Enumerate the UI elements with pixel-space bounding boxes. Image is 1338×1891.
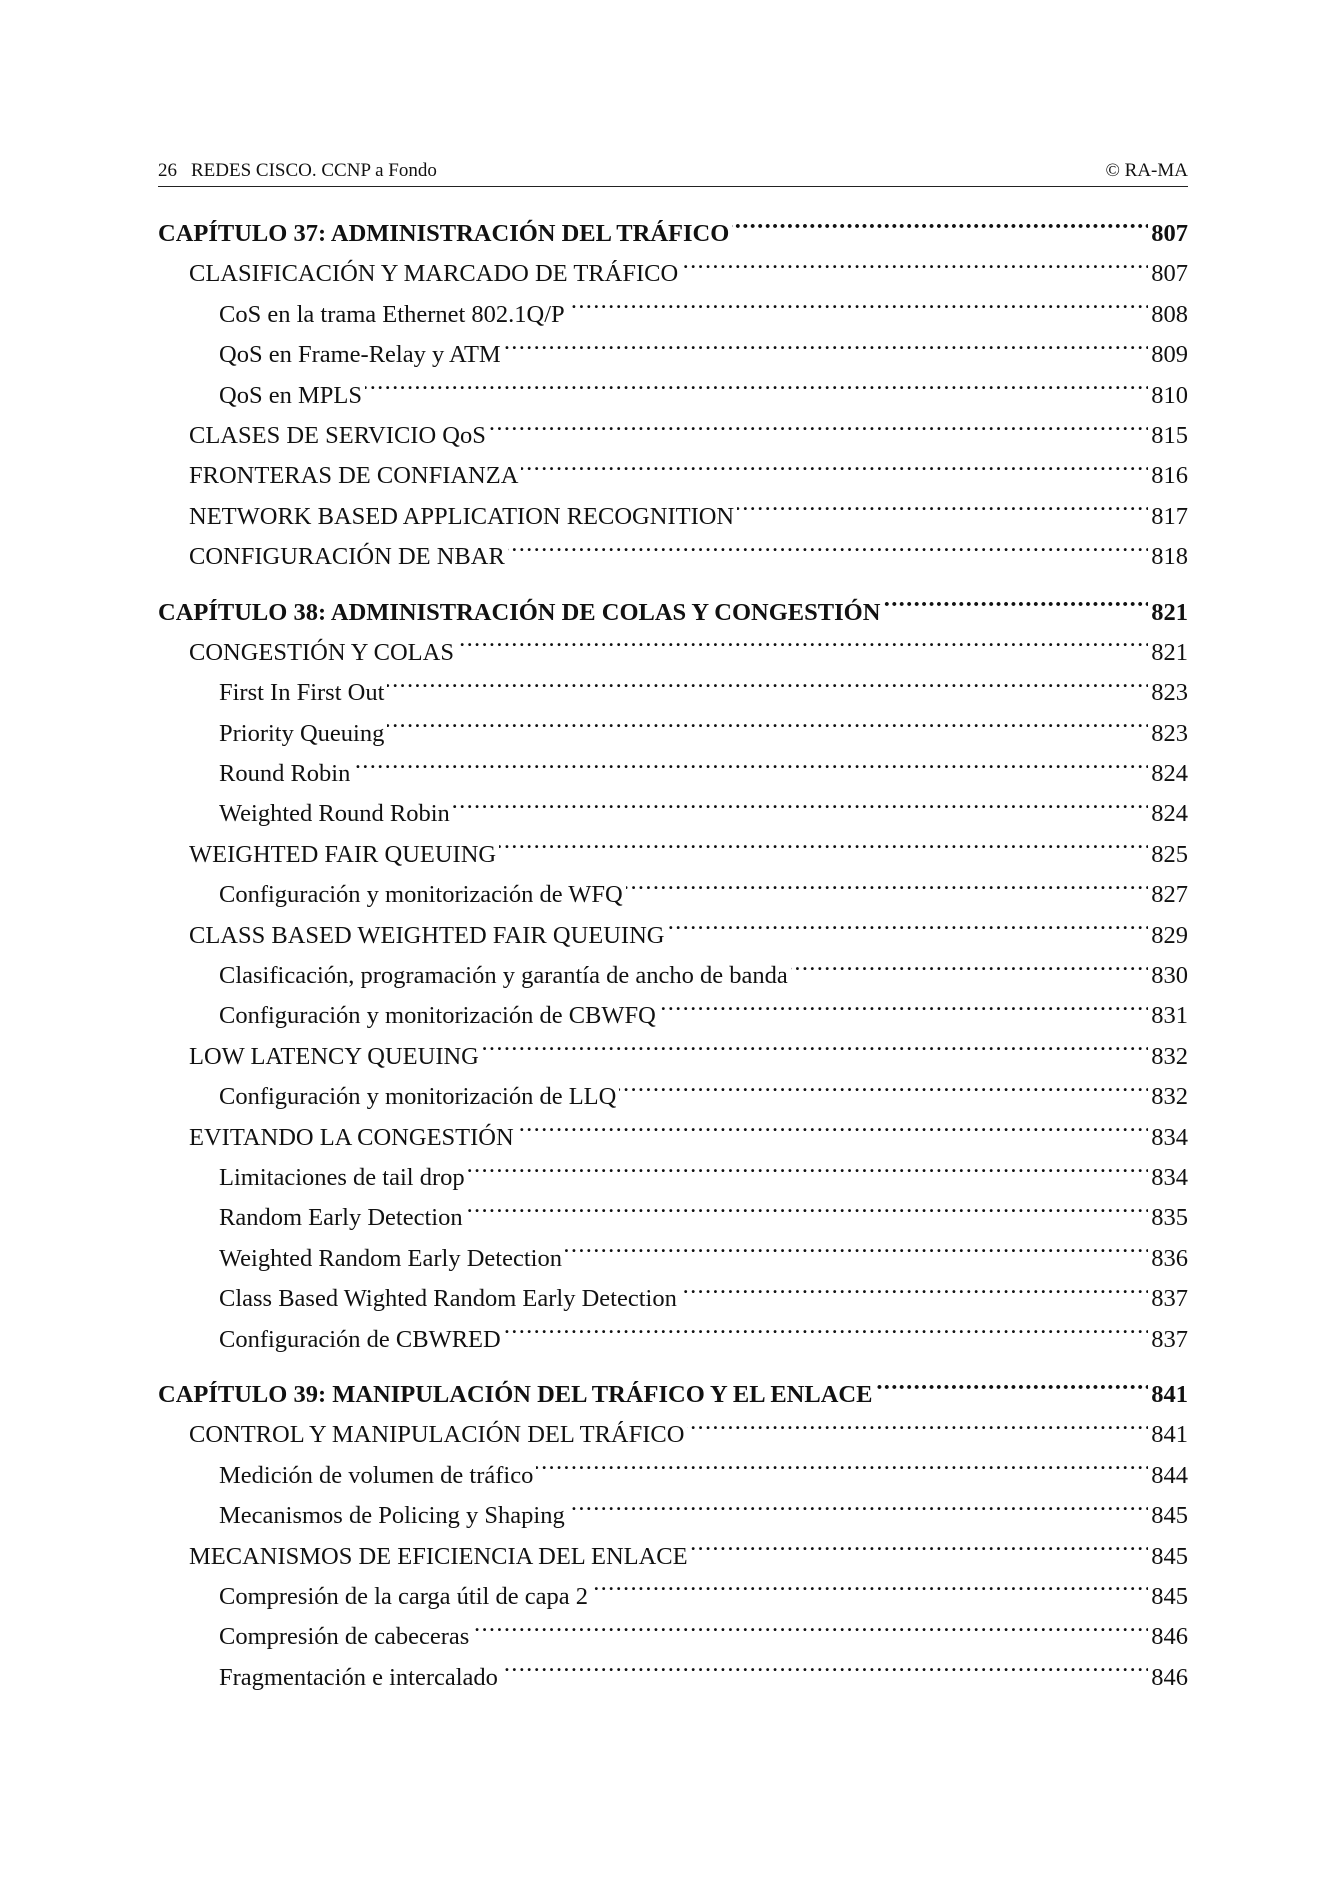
dot-leader xyxy=(687,1418,1148,1443)
toc-entry-page: 845 xyxy=(1151,1502,1188,1530)
dot-leader xyxy=(626,878,1149,903)
toc-entry-page: 823 xyxy=(1151,679,1188,707)
dot-leader xyxy=(521,459,1148,484)
toc-entry-title: CoS en la trama Ethernet 802.1Q/P xyxy=(219,300,565,328)
toc-entry-page: 825 xyxy=(1151,840,1188,868)
toc-entry-title: Configuración y monitorización de CBWFQ xyxy=(219,1002,656,1030)
dot-leader xyxy=(504,338,1149,363)
toc-entry-title: MECANISMOS DE EFICIENCIA DEL ENLACE xyxy=(189,1542,688,1570)
toc-entry-section xyxy=(158,1415,1188,1455)
toc-entry-page: 824 xyxy=(1151,760,1188,788)
dot-leader xyxy=(619,1080,1148,1105)
toc-entry-page: 810 xyxy=(1151,381,1188,409)
toc-entry-title: QoS en MPLS xyxy=(219,381,362,409)
book-title: REDES CISCO. CCNP a Fondo xyxy=(191,160,437,181)
toc-entry-page: 831 xyxy=(1151,1002,1188,1030)
dot-leader xyxy=(568,1499,1149,1524)
toc-entry-title: Fragmentación e intercalado xyxy=(219,1663,498,1691)
dot-leader xyxy=(387,716,1148,741)
toc-entry-page: 830 xyxy=(1151,962,1188,990)
toc-entry-title: WEIGHTED FAIR QUEUING xyxy=(189,840,497,868)
toc-entry-title: LOW LATENCY QUEUING xyxy=(189,1042,479,1070)
toc-entry-sub xyxy=(158,295,1188,335)
dot-leader xyxy=(482,1039,1148,1064)
toc-entry-page: 832 xyxy=(1151,1042,1188,1070)
toc-entry-page: 832 xyxy=(1151,1083,1188,1111)
toc-entry-section xyxy=(158,1118,1188,1158)
toc-entry-title: CLASS BASED WEIGHTED FAIR QUEUING xyxy=(189,921,665,949)
toc-entry-title: Weighted Round Robin xyxy=(219,800,450,828)
dot-leader xyxy=(737,499,1148,524)
publisher: © RA-MA xyxy=(1105,160,1188,181)
toc-entry-page: 815 xyxy=(1151,421,1188,449)
toc-entry-page: 808 xyxy=(1151,300,1188,328)
toc-entry-page: 844 xyxy=(1151,1461,1188,1489)
toc-entry-sub xyxy=(158,673,1188,713)
dot-leader xyxy=(565,1241,1148,1266)
toc-entry-page: 809 xyxy=(1151,341,1188,369)
toc-entry-title: CLASIFICACIÓN Y MARCADO DE TRÁFICO xyxy=(189,260,679,288)
toc-entry-page: 834 xyxy=(1151,1163,1188,1191)
toc-entry-page: 824 xyxy=(1151,800,1188,828)
toc-entry-section xyxy=(158,916,1188,956)
toc-entry-title: NETWORK BASED APPLICATION RECOGNITION xyxy=(189,502,735,530)
dot-leader xyxy=(667,918,1148,943)
toc-entry-section xyxy=(158,497,1188,537)
toc-entry-sub xyxy=(158,956,1188,996)
toc-entry-title: QoS en Frame-Relay y ATM xyxy=(219,341,501,369)
toc-entry-page: 836 xyxy=(1151,1244,1188,1272)
toc-entry-page: 837 xyxy=(1151,1325,1188,1353)
dot-leader xyxy=(468,1160,1149,1185)
toc-entry-sub xyxy=(158,996,1188,1036)
toc-entry-sub xyxy=(158,1198,1188,1238)
dot-leader xyxy=(517,1120,1149,1145)
toc-entry-sub xyxy=(158,1158,1188,1198)
toc-entry-sub xyxy=(158,1456,1188,1496)
dot-leader xyxy=(489,418,1148,443)
toc-entry-page: 821 xyxy=(1151,598,1188,626)
toc-entry-sub xyxy=(158,1617,1188,1657)
dot-leader xyxy=(883,595,1148,620)
toc-entry-title: First In First Out xyxy=(219,679,385,707)
toc-entry-section xyxy=(158,1037,1188,1077)
toc-entry-title: Priority Queuing xyxy=(219,719,385,747)
toc-entry-page: 829 xyxy=(1151,921,1188,949)
toc-entry-title: CONGESTIÓN Y COLAS xyxy=(189,638,454,666)
toc-entry-title: CLASES DE SERVICIO QoS xyxy=(189,421,486,449)
toc-entry-title: Compresión de cabeceras xyxy=(219,1623,470,1651)
toc-entry-title: Configuración y monitorización de WFQ xyxy=(219,881,623,909)
dot-leader xyxy=(681,257,1148,282)
toc-entry-title: FRONTERAS DE CONFIANZA xyxy=(189,462,519,490)
toc-entry-page: 823 xyxy=(1151,719,1188,747)
toc-entry-sub xyxy=(158,335,1188,375)
dot-leader xyxy=(365,378,1148,403)
dot-leader xyxy=(691,1539,1149,1564)
toc-entry-title: CAPÍTULO 37: ADMINISTRACIÓN DEL TRÁFICO xyxy=(158,220,730,247)
toc-entry-sub xyxy=(158,754,1188,794)
dot-leader xyxy=(875,1377,1148,1402)
dot-leader xyxy=(472,1620,1148,1645)
toc-entry-section xyxy=(158,1537,1188,1577)
dot-leader xyxy=(466,1201,1149,1226)
toc-entry-page: 845 xyxy=(1151,1542,1188,1570)
toc-entry-title: CAPÍTULO 39: MANIPULACIÓN DEL TRÁFICO Y EL ENLACE xyxy=(158,1380,873,1408)
toc-entry-section xyxy=(158,456,1188,496)
dot-leader xyxy=(732,217,1148,242)
toc-entry-page: 827 xyxy=(1151,881,1188,909)
toc-entry-title: Round Robin xyxy=(219,760,351,788)
toc-entry-sub xyxy=(158,1279,1188,1319)
toc-entry-title: Class Based Wighted Random Early Detection xyxy=(219,1285,677,1313)
toc-entry-sub xyxy=(158,1239,1188,1279)
toc-entry-sub xyxy=(158,376,1188,416)
toc-entry-sub xyxy=(158,875,1188,915)
toc-entry-page: 818 xyxy=(1151,543,1188,571)
toc-entry-sub xyxy=(158,1320,1188,1360)
toc-entry-title: CONTROL Y MANIPULACIÓN DEL TRÁFICO xyxy=(189,1421,685,1449)
table-of-contents xyxy=(158,214,1188,1698)
dot-leader xyxy=(504,1322,1149,1347)
toc-entry-sub xyxy=(158,1077,1188,1117)
toc-entry-title: Clasificación, programación y garantía de ancho de banda xyxy=(219,962,788,990)
toc-entry-page: 846 xyxy=(1151,1663,1188,1691)
toc-entry-title: Random Early Detection xyxy=(219,1204,463,1232)
dot-leader xyxy=(499,837,1148,862)
toc-entry-title: Weighted Random Early Detection xyxy=(219,1244,562,1272)
toc-entry-section xyxy=(158,254,1188,294)
toc-entry-page: 807 xyxy=(1151,220,1188,247)
toc-entry-sub xyxy=(158,794,1188,834)
toc-entry-chapter xyxy=(158,1375,1188,1415)
toc-entry-sub xyxy=(158,714,1188,754)
toc-entry-sub xyxy=(158,1658,1188,1698)
toc-entry-title: Configuración y monitorización de LLQ xyxy=(219,1083,617,1111)
dot-leader xyxy=(791,959,1149,984)
header-left xyxy=(158,156,437,186)
dot-leader xyxy=(353,757,1148,782)
toc-entry-title: EVITANDO LA CONGESTIÓN xyxy=(189,1123,514,1151)
dot-leader xyxy=(591,1579,1148,1604)
toc-entry-page: 817 xyxy=(1151,502,1188,530)
toc-entry-sub xyxy=(158,1496,1188,1536)
toc-entry-page: 834 xyxy=(1151,1123,1188,1151)
toc-entry-page: 807 xyxy=(1151,260,1188,288)
dot-leader xyxy=(568,297,1149,322)
toc-entry-sub xyxy=(158,1577,1188,1617)
toc-entry-page: 846 xyxy=(1151,1623,1188,1651)
toc-entry-section xyxy=(158,537,1188,577)
dot-leader xyxy=(501,1660,1148,1685)
toc-entry-title: Mecanismos de Policing y Shaping xyxy=(219,1502,565,1530)
dot-leader xyxy=(387,676,1148,701)
toc-entry-chapter xyxy=(158,214,1188,254)
toc-entry-page: 841 xyxy=(1151,1380,1188,1408)
toc-entry-title: Compresión de la carga útil de capa 2 xyxy=(219,1582,588,1610)
dot-leader xyxy=(536,1458,1148,1483)
dot-leader xyxy=(680,1282,1148,1307)
toc-entry-title: CONFIGURACIÓN DE NBAR xyxy=(189,543,505,571)
dot-leader xyxy=(508,540,1148,565)
toc-entry-title: Medición de volumen de tráfico xyxy=(219,1461,534,1489)
toc-entry-title: Configuración de CBWRED xyxy=(219,1325,501,1353)
dot-leader xyxy=(453,797,1148,822)
toc-entry-page: 821 xyxy=(1151,638,1188,666)
dot-leader xyxy=(659,999,1148,1024)
toc-entry-section xyxy=(158,835,1188,875)
toc-entry-section xyxy=(158,416,1188,456)
toc-entry-page: 816 xyxy=(1151,462,1188,490)
toc-entry-title: CAPÍTULO 38: ADMINISTRACIÓN DE COLAS Y CONGESTIÓN xyxy=(158,598,881,626)
toc-entry-page: 845 xyxy=(1151,1582,1188,1610)
page-number: 26 xyxy=(158,160,177,181)
toc-entry-title: Limitaciones de tail drop xyxy=(219,1163,465,1191)
running-header xyxy=(158,156,1188,187)
toc-entry-chapter xyxy=(158,593,1188,633)
toc-entry-page: 835 xyxy=(1151,1204,1188,1232)
toc-entry-page: 837 xyxy=(1151,1285,1188,1313)
dot-leader xyxy=(457,635,1148,660)
toc-entry-section xyxy=(158,633,1188,673)
toc-entry-page: 841 xyxy=(1151,1421,1188,1449)
